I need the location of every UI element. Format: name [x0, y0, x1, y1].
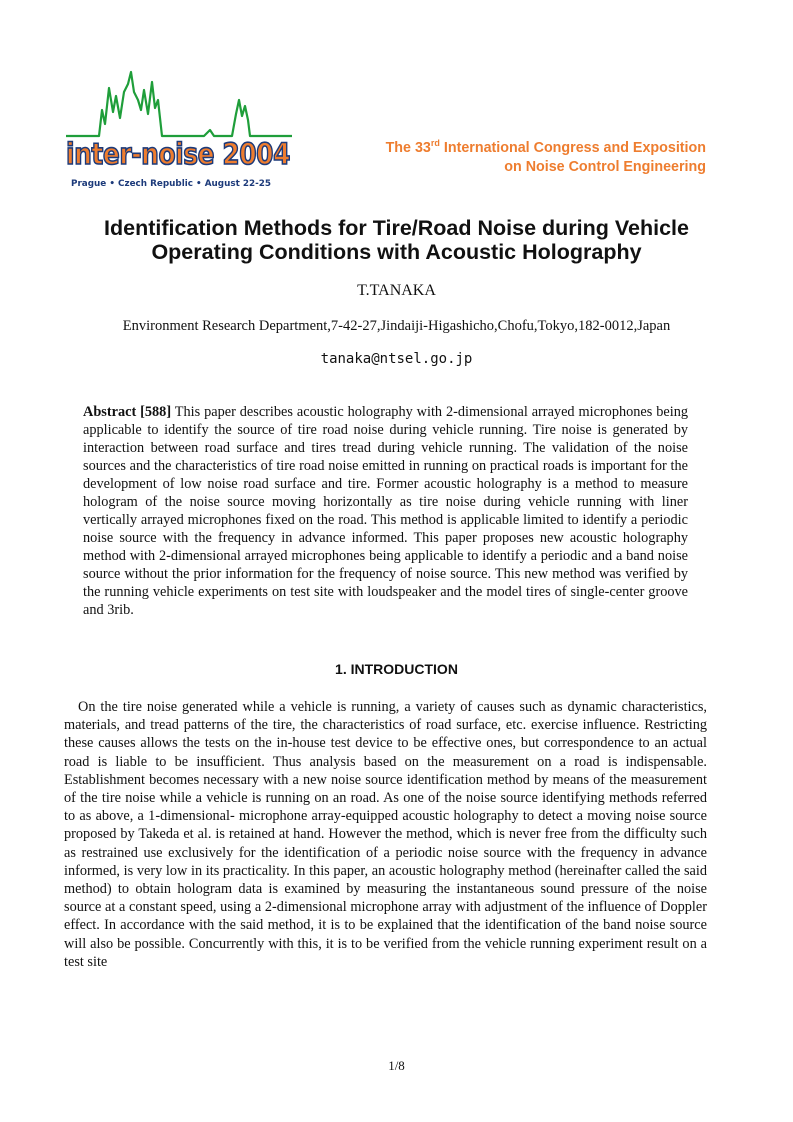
congress-line-1: The 33rd International Congress and Exposition [385, 138, 706, 156]
introduction-paragraph: On the tire noise generated while a vehicle is running, a variety of causes such as dynamic characteristics, materials, and tread patterns of the tire, the characteristics of road surface, etc. exercise influence. Restricting these causes allows the tests on the in-house test device to be effective ones, but correspondence to an actual road is liable to be insufficient. Thus analysis based on the measurement on a road is indispensable. Establishment becomes necessary with a new noise source identification method by means of the measurement of the tire noise while a vehicle is running on an road. As one of the noise source identifying methods referred to as above, a 1-dimensional- microphone array-equipped acoustic holography to detect a moving noise source proposed by Takeda et al. is retained at hand. However the method, which is never free from the difficulty such as restrained use exclusively for the identification of a periodic noise source with the frequency in advance informed, is very low in its practicality. In this paper, an acoustic holography method (hereinafter called the said method) to obtain hologram data is examined by measuring the instantaneous sound pressure of the noise source at a constant speed, using a 2-dimensional microphone array with adjustment of the influence of Doppler effect. In accordance with the said method, it is to be explained that the identification of the band noise source will also be possible. Concurrently with this, it is to be verified from the vehicle running experiment result on a test site [64, 699, 707, 970]
author-affiliation: Environment Research Department,7-42-27,Jindaiji-Higashicho,Chofu,Tokyo,182-0012,Japan [122, 318, 671, 334]
abstract [83, 403, 688, 619]
congress-ordinal-suffix: rd [430, 138, 440, 148]
author-email: tanaka@ntsel.go.jp [320, 351, 473, 367]
logo-wordmark: inter-noise 2004 [66, 137, 290, 171]
skyline-waveform [66, 72, 292, 136]
congress-banner [386, 139, 706, 177]
title-line-1: Identification Methods for Tire/Road Noise during Vehicle [104, 216, 689, 240]
title-line-2: Operating Conditions with Acoustic Holography [151, 240, 642, 264]
section-heading-introduction: 1. INTRODUCTION [335, 661, 458, 677]
logo-subtitle: Prague • Czech Republic • August 22-25 [71, 179, 272, 189]
inter-noise-logo [64, 70, 294, 192]
abstract-text: This paper describes acoustic holography with 2-dimensional arrayed microphones being applicable to identify the source of tire road noise during vehicle running. Tire noise is generated by interaction between road surface and tires tread during vehicle running. The validation of the noise sources and the characteristics of tire road noise emitted in running on practical roads is important for the development of low noise road surface and tire. Former acoustic holography is a method to measure hologram of the noise source moving horizontally as tire noise during vehicle running with liner vertically arrayed microphones fixed on the road. This method is applicable limited to identify a periodic noise source with the frequency in advance informed. This paper proposes new acoustic holography method with 2-dimensional arrayed microphones being applicable to identify a periodic and a band noise source without the prior information for the frequency of noise source. This new method was verified by the running vehicle experiments on test site with loudspeaker and the model tires of single-center groove and 3rib. [83, 404, 689, 618]
congress-ordinal: 33 [414, 140, 431, 156]
congress-line-2: on Noise Control Engineering [504, 159, 706, 175]
congress-title: International Congress and Exposition [443, 140, 706, 156]
author-name: T.TANAKA [357, 282, 436, 299]
page-number: 1/8 [388, 1058, 405, 1073]
paper-title [40, 216, 753, 264]
abstract-label: Abstract [588] [83, 404, 172, 420]
